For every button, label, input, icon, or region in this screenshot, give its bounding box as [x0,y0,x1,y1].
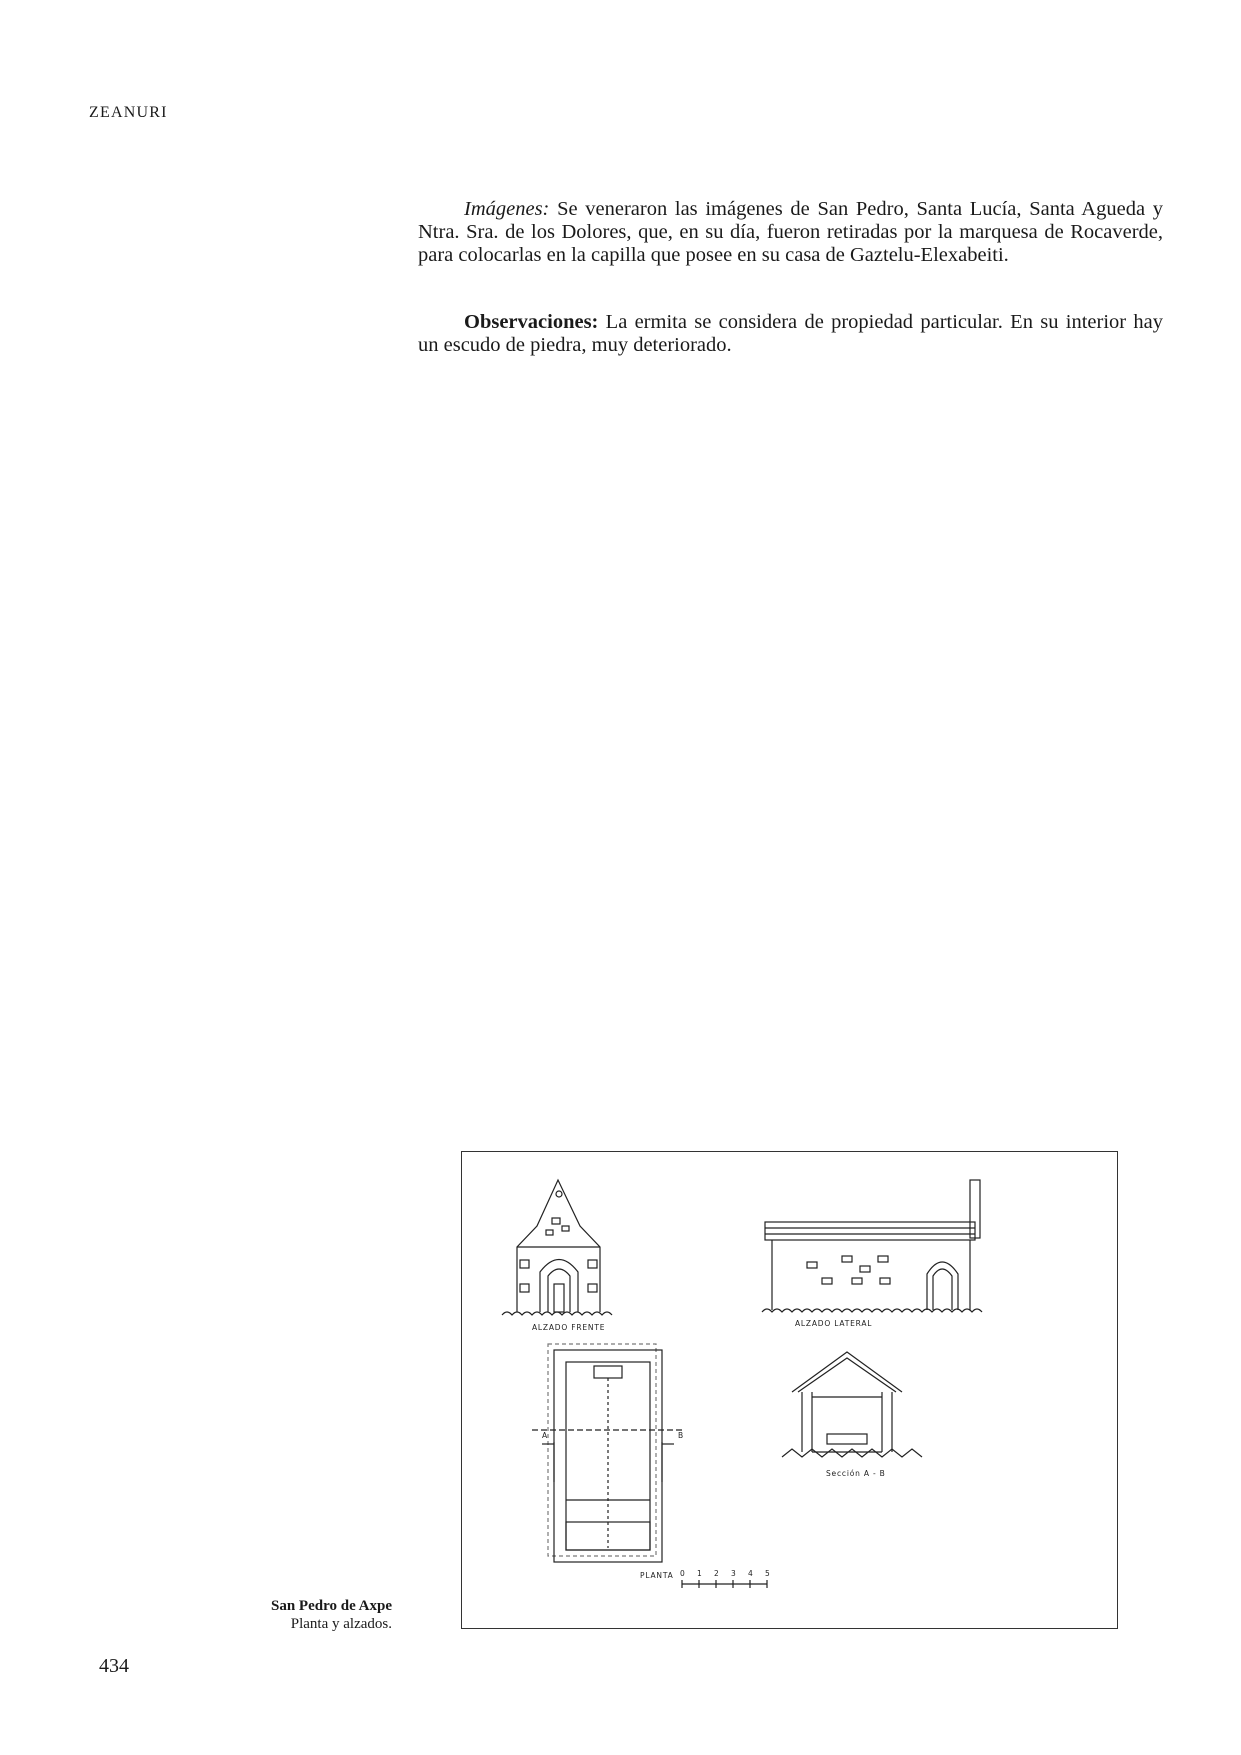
section-mark-a: A [542,1431,548,1440]
section-drawing [782,1352,922,1457]
paragraph-lead: Observaciones: [464,311,599,333]
paragraph-observaciones [418,311,1163,357]
page-number: 434 [99,1655,129,1677]
paragraph-text: Se veneraron las imágenes de San Pedro, Santa Lucía, Santa Agueda y Ntra. Sra. de los Dolores, que, en su día, fueron retiradas por la marquesa de Rocaverde, para colocarlas en la capilla que posee en su casa de Gaztelu-Elexabeiti. [418,198,1163,266]
scale-bar [682,1580,767,1588]
scale-tick-label: 3 [731,1569,737,1578]
section-mark-b: B [678,1431,684,1440]
label-front-elevation: ALZADO FRENTE [532,1323,606,1332]
scale-tick-label: 0 [680,1569,686,1578]
floor-plan-drawing [532,1344,682,1562]
running-head: ZEANURI [89,104,168,121]
drawing-canvas [462,1152,1119,1630]
scale-tick-label: 2 [714,1569,720,1578]
scale-tick-label: 1 [697,1569,703,1578]
side-elevation-drawing [762,1180,982,1312]
label-side-elevation: ALZADO LATERAL [795,1319,873,1328]
paragraph-lead: Imágenes: [464,198,550,220]
architectural-drawing-figure [461,1151,1118,1629]
figure-caption [271,1597,392,1633]
label-section: Sección A - B [826,1469,886,1478]
label-plan: PLANTA [640,1571,674,1580]
front-elevation-drawing [502,1180,612,1315]
scale-tick-label: 4 [748,1569,754,1578]
paragraph-imagenes [418,198,1163,267]
paragraph-text: La ermita se considera de propiedad particular. En su interior hay un escudo de piedra, muy deteriorado. [418,311,1163,356]
caption-subtitle: Planta y alzados. [290,1616,392,1632]
scale-tick-label: 5 [765,1569,771,1578]
caption-title: San Pedro de Axpe [271,1598,392,1614]
